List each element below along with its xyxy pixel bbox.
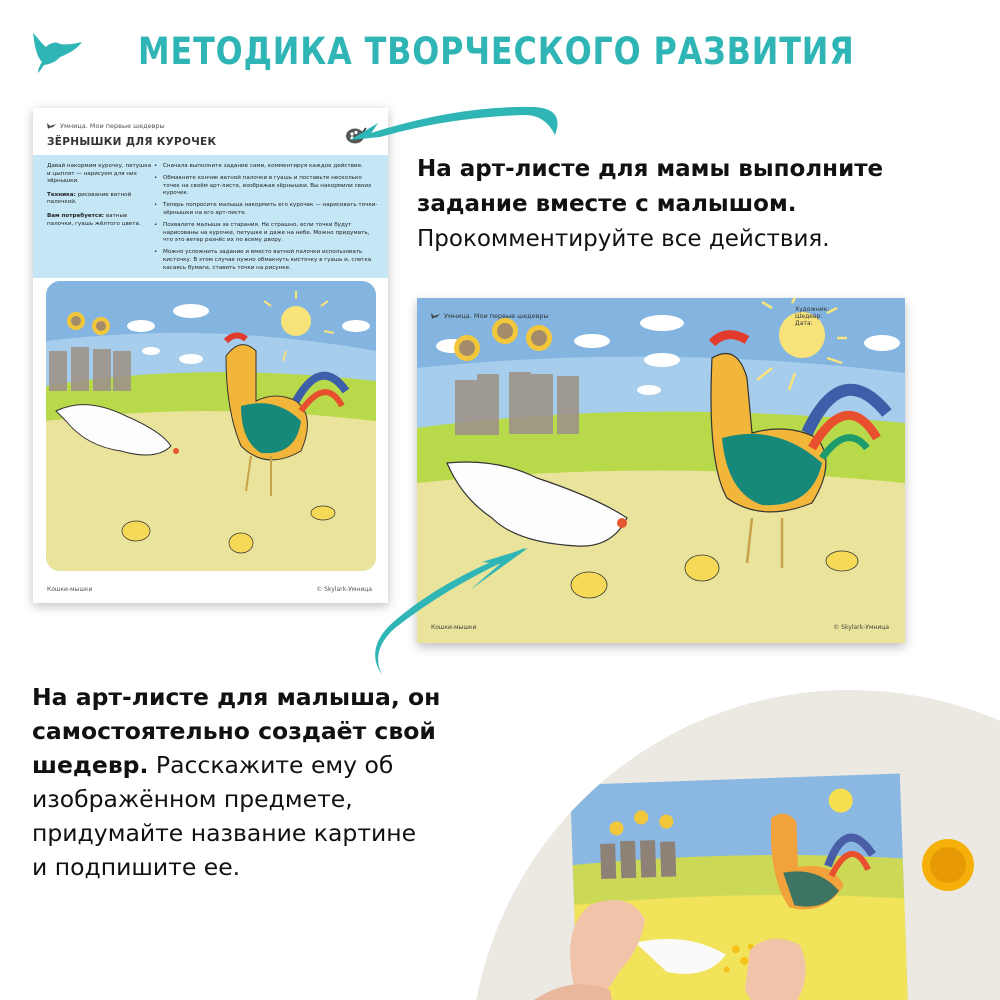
kid-instructions-regular: Расскажите ему об изображённом предмете, придумайте название картине (32, 751, 417, 847)
steps-list (154, 163, 379, 277)
mom-art-sheet (33, 108, 388, 603)
signature-fields (795, 306, 829, 327)
materials-text: Вам потребуется: ватные палочки, гуашь жёлтого цвета. (47, 212, 141, 227)
mom-instructions-text (417, 152, 957, 257)
instructions-box (33, 155, 388, 278)
intro-text: Давай накормим курочку, петушка и цыплят — нарисуем для них зёрнышки. (47, 163, 152, 185)
header (0, 0, 1000, 100)
footer-left: Кошки-мышки (47, 586, 93, 593)
farm-illustration (46, 281, 376, 571)
curved-arrow-icon (360, 540, 535, 680)
footer-copyright: © Skylark-Умница (833, 624, 889, 631)
masterpiece-field-label: Шедевр: (795, 313, 823, 320)
photo-scene (470, 690, 1000, 1000)
date-field-label: Дата: (795, 320, 813, 327)
kid-instructions-text (32, 680, 482, 884)
kid-instructions-last: и подпишите ее. (32, 853, 241, 881)
bird-icon (30, 30, 85, 75)
bird-icon (431, 313, 440, 319)
artist-field-label: Художник: (795, 306, 830, 313)
child-painting-photo (470, 690, 1000, 1000)
series-label: Умница. Мои первые шедевры (47, 122, 165, 130)
footer-copyright: © Skylark-Умница (316, 586, 372, 593)
kid-instructions-bold: На арт-листе для малыша, он самостоятельно создаёт свой шедевр. (32, 683, 441, 779)
mom-instructions-bold: На арт-листе для мамы выполните задание вместе с малышом. (417, 156, 884, 217)
step-item: • Можно усложнить задание и вместо ватной палочки использовать кисточку. В этом случае нужно обмакнуть кисточку в гуашь и, слегка касаясь бумаги, ставить точки на рисунке. (154, 249, 379, 272)
mom-instructions-regular: Прокомментируйте все действия. (417, 226, 830, 252)
bird-icon (47, 123, 56, 129)
technique-text: Техника: рисование ватной палочкой. (47, 191, 132, 206)
step-item: • Похвалите малыша за старания. Не страшно, если точки будут нарисованы на курочке, петушке и даже на небе. Можно придумать, что это ветер разнёс их по всему двору. (154, 222, 379, 245)
step-item: • Обмакните кончик ватной палочки в гуашь и поставьте несколько точек на своём арт-листе, изображая зёрнышки. Вы накормили своих курочек. (154, 175, 379, 198)
series-label: Умница. Мои первые шедевры (431, 312, 549, 320)
intro-column (47, 163, 152, 234)
sheet-title: ЗЁРНЫШКИ ДЛЯ КУРОЧЕК (47, 136, 217, 148)
step-item: • Сначала выполните задание сами, комментируя каждое действие. (154, 163, 379, 171)
curved-arrow-icon (340, 95, 570, 155)
page-title: МЕТОДИКА ТВОРЧЕСКОГО РАЗВИТИЯ (138, 30, 855, 73)
step-item: • Теперь попросите малыша накормить его курочек — нарисовать точки-зёрнышки на его арт-листе. (154, 202, 379, 217)
footer-left: Кошки-мышки (431, 624, 477, 631)
